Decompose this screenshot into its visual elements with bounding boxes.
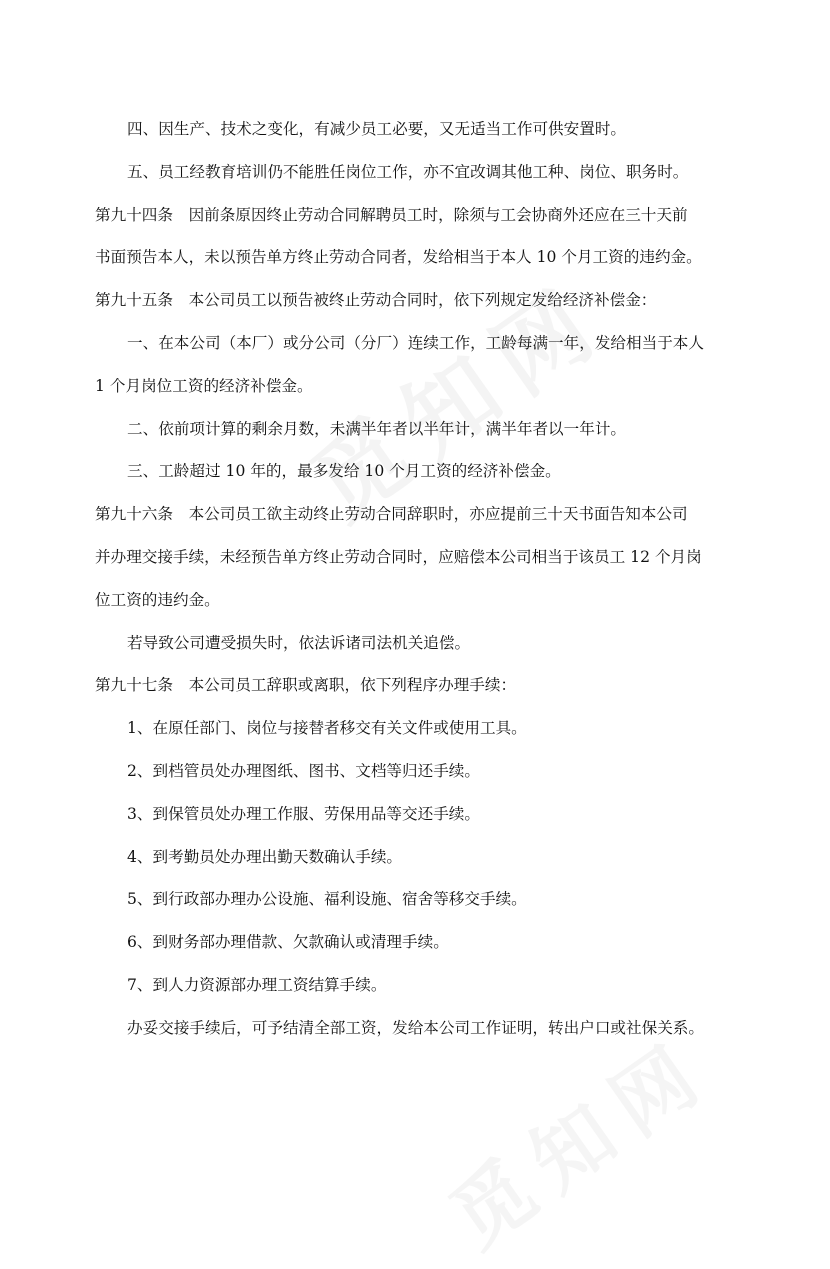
list-item: 1、在原任部门、岗位与接替者移交有关文件或使用工具。 — [127, 719, 527, 738]
paragraph-line: 五、员工经教育培训仍不能胜任岗位工作，亦不宜改调其他工种、岗位、职务时。 — [127, 162, 689, 181]
article-95-line: 第九十五条 本公司员工以预告被终止劳动合同时，依下列规定发给经济补偿金： — [95, 291, 657, 310]
paragraph-line: 二、依前项计算的剩余月数，未满半年者以半年计，满半年者以一年计。 — [127, 419, 627, 438]
article-97-line: 第九十七条 本公司员工辞职或离职，依下列程序办理手续： — [95, 676, 517, 695]
paragraph-line: 一、在本公司（本厂）或分公司（分厂）连续工作，工龄每满一年，发给相当于本人 — [127, 333, 704, 352]
article-94-line: 第九十四条 因前条原因终止劳动合同解聘员工时，除须与工会协商外还应在三十天前 — [95, 205, 688, 224]
document-body — [95, 108, 745, 1050]
list-item: 4、到考勤员处办理出勤天数确认手续。 — [127, 847, 403, 866]
paragraph-line: 若导致公司遭受损失时，依法诉诸司法机关追偿。 — [127, 633, 471, 652]
paragraph-line: 三、工龄超过 10 年的，最多发给 10 个月工资的经济补偿金。 — [127, 462, 561, 481]
list-item: 7、到人力资源部办理工资结算手续。 — [127, 975, 387, 994]
list-item: 3、到保管员处办理工作服、劳保用品等交还手续。 — [127, 804, 480, 823]
paragraph-line: 位工资的违约金。 — [95, 590, 220, 609]
paragraph-line: 四、因生产、技术之变化，有减少员工必要，又无适当工作可供安置时。 — [127, 120, 627, 138]
paragraph-line: 1 个月岗位工资的经济补偿金。 — [95, 376, 313, 395]
paragraph-line: 书面预告本人，未以预告单方终止劳动合同者，发给相当于本人 10 个月工资的违约金。 — [95, 248, 702, 267]
paragraph-line: 办妥交接手续后，可予结清全部工资，发给本公司工作证明，转出户口或社保关系。 — [127, 1018, 704, 1037]
list-item: 2、到档管员处办理图纸、图书、文档等归还手续。 — [127, 761, 480, 780]
list-item: 5、到行政部办理办公设施、福利设施、宿舍等移交手续。 — [127, 890, 527, 909]
article-96-line: 第九十六条 本公司员工欲主动终止劳动合同辞职时，亦应提前三十天书面告知本公司 — [95, 505, 688, 524]
list-item: 6、到财务部办理借款、欠款确认或清理手续。 — [127, 933, 449, 952]
paragraph-line: 并办理交接手续，未经预告单方终止劳动合同时，应赔偿本公司相当于该员工 12 个月岗 — [95, 547, 702, 566]
